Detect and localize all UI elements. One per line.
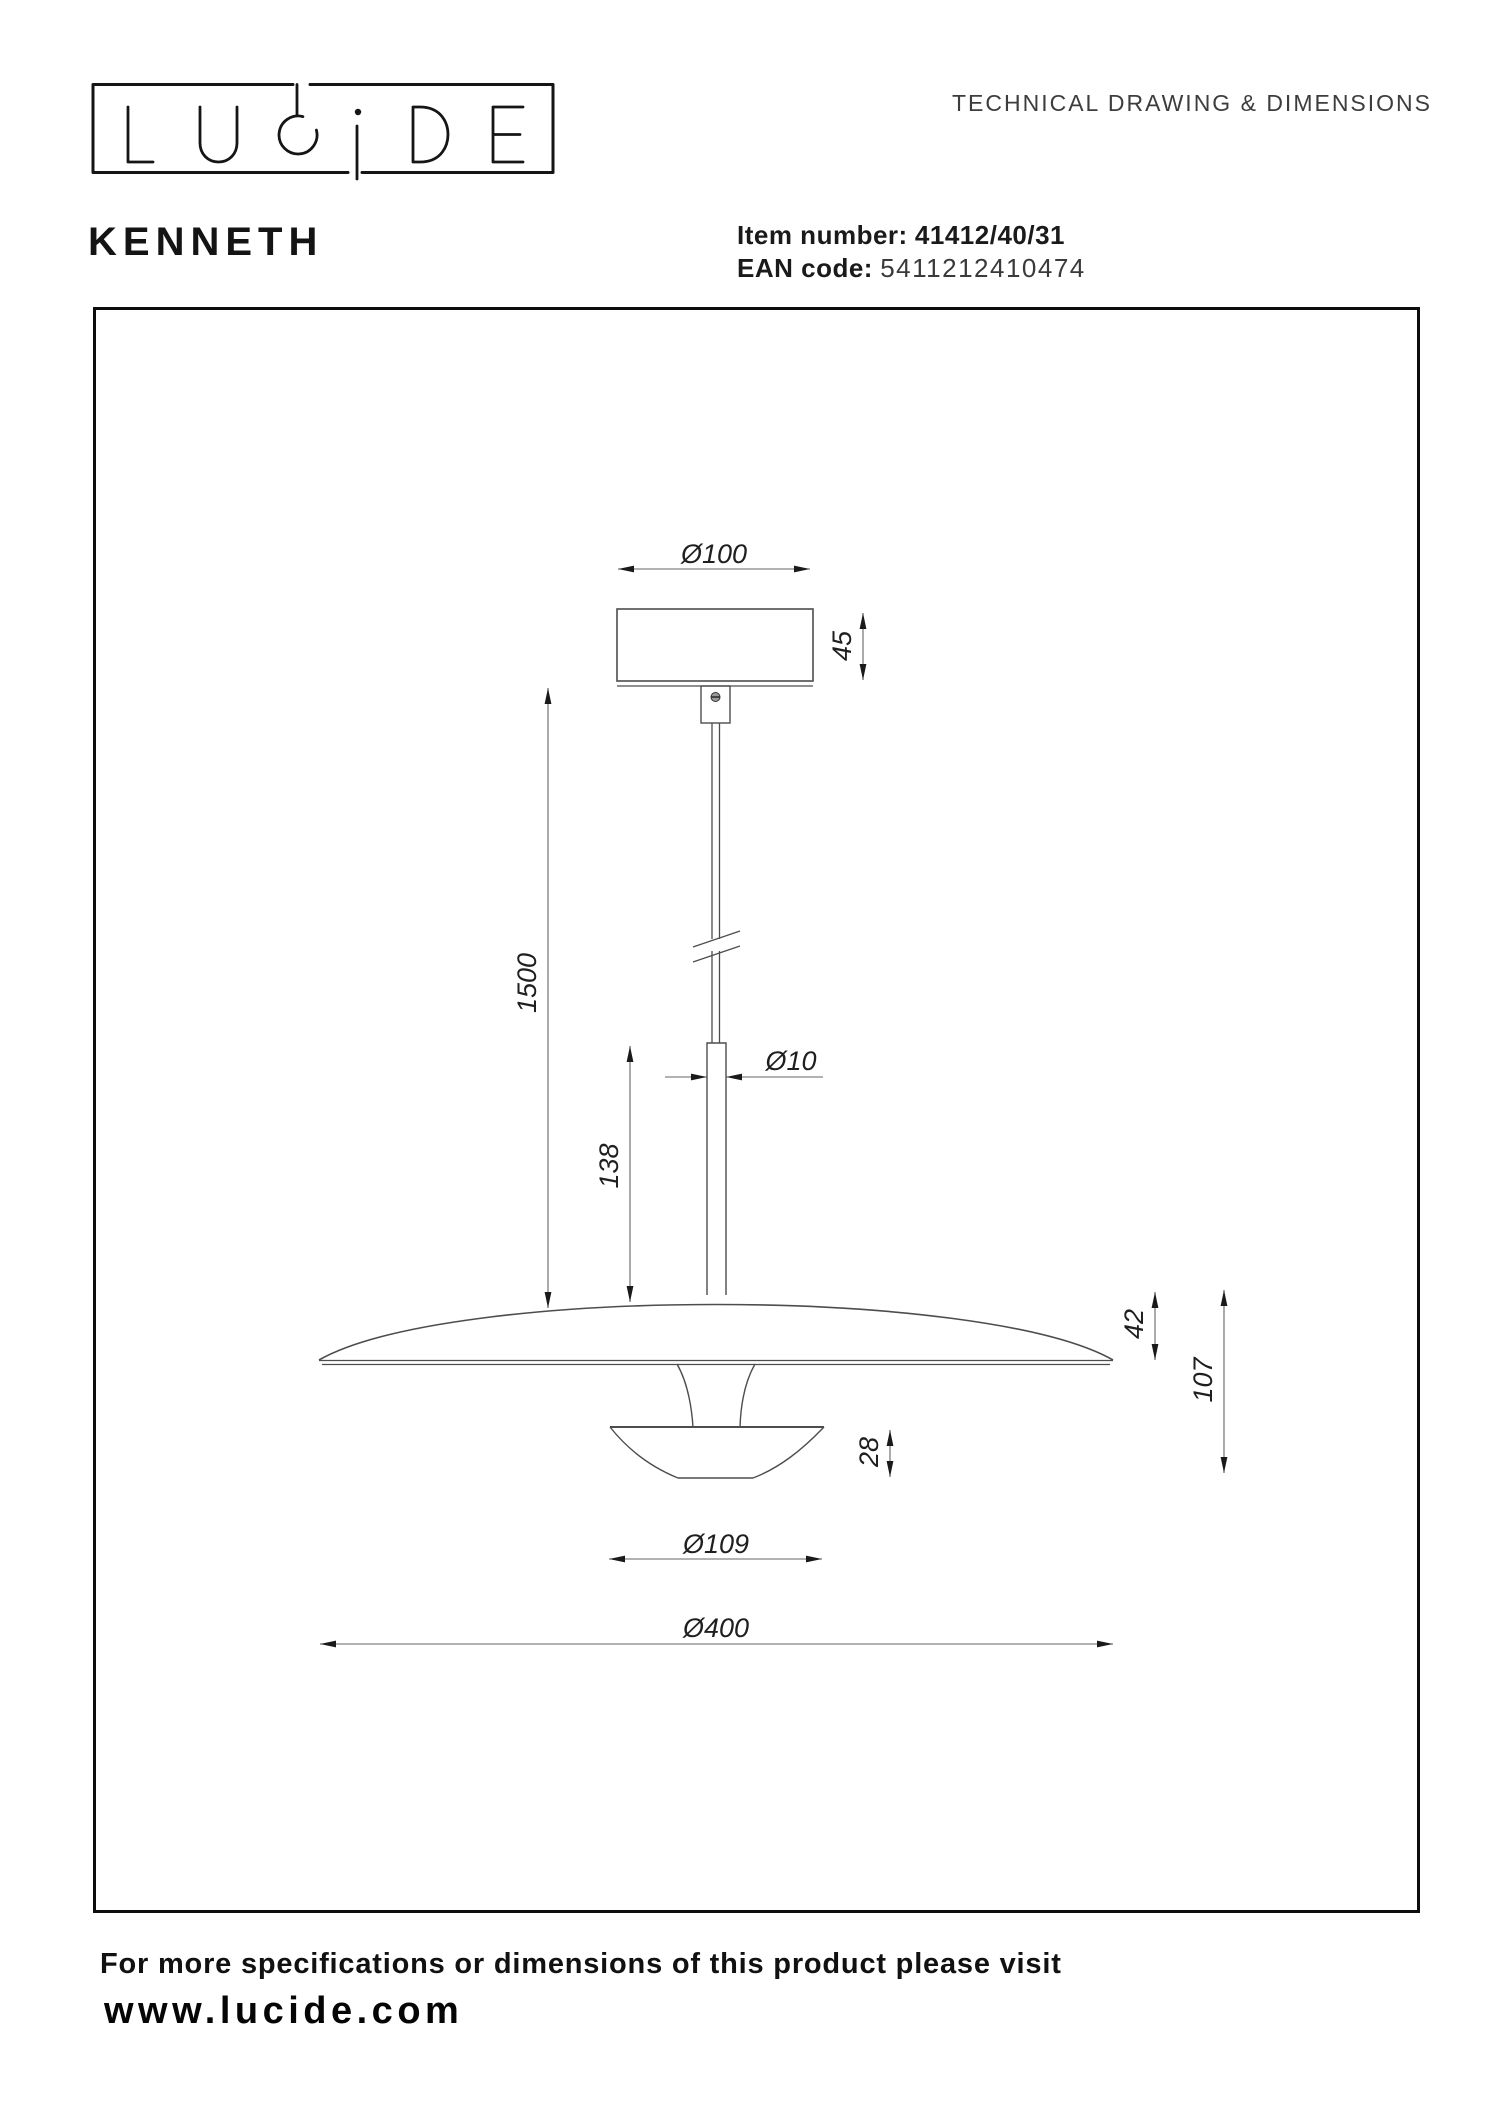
dim-head-height: 107 <box>1188 1357 1218 1403</box>
dimension-labels <box>512 539 1218 1643</box>
ean-label: EAN code: <box>737 253 873 283</box>
dimension-arrowheads <box>320 566 1227 1648</box>
bowl-right <box>753 1427 824 1478</box>
dim-canopy-diameter: Ø100 <box>680 539 748 569</box>
lucide-logo <box>90 83 560 188</box>
dim-shade-diameter: Ø400 <box>682 1613 750 1643</box>
cord-grip <box>701 686 730 723</box>
item-number-value: 41412/40/31 <box>914 220 1066 250</box>
pendant-lamp-drawing <box>319 609 1113 1478</box>
logo-letters <box>128 107 523 179</box>
dim-stem-diameter: Ø10 <box>765 1046 817 1076</box>
footer-website: www.lucide.com <box>104 1990 464 2032</box>
ean-line <box>737 252 1086 285</box>
dimension-lines <box>320 569 1224 1644</box>
product-name: KENNETH <box>88 220 324 264</box>
item-number-line <box>737 219 1086 252</box>
bowl-left <box>610 1427 678 1478</box>
suspension-cord <box>712 723 720 1043</box>
item-info <box>737 219 1086 285</box>
item-number-label: Item number: <box>737 220 908 250</box>
logo-box <box>93 85 553 173</box>
cord-break-symbol <box>693 931 740 962</box>
dim-canopy-height: 45 <box>827 630 857 662</box>
doc-title: TECHNICAL DRAWING & DIMENSIONS <box>952 90 1432 116</box>
dim-suspension-length: 1500 <box>512 952 542 1014</box>
footer-note: For more specifications or dimensions of this product please visit <box>100 1948 1062 1980</box>
dim-bowl-diameter: Ø109 <box>682 1529 750 1559</box>
shade-dome <box>319 1305 1113 1361</box>
dim-bowl-height: 28 <box>854 1436 884 1468</box>
logo-i-dot <box>355 109 361 115</box>
stem <box>707 1043 726 1295</box>
dim-shade-height: 42 <box>1119 1308 1149 1340</box>
canopy <box>617 609 813 681</box>
dim-stem-length: 138 <box>594 1143 624 1189</box>
funnel-left <box>677 1364 693 1427</box>
funnel-right <box>740 1364 755 1427</box>
ean-value: 5411212410474 <box>880 253 1086 283</box>
technical-drawing <box>93 307 1420 1913</box>
